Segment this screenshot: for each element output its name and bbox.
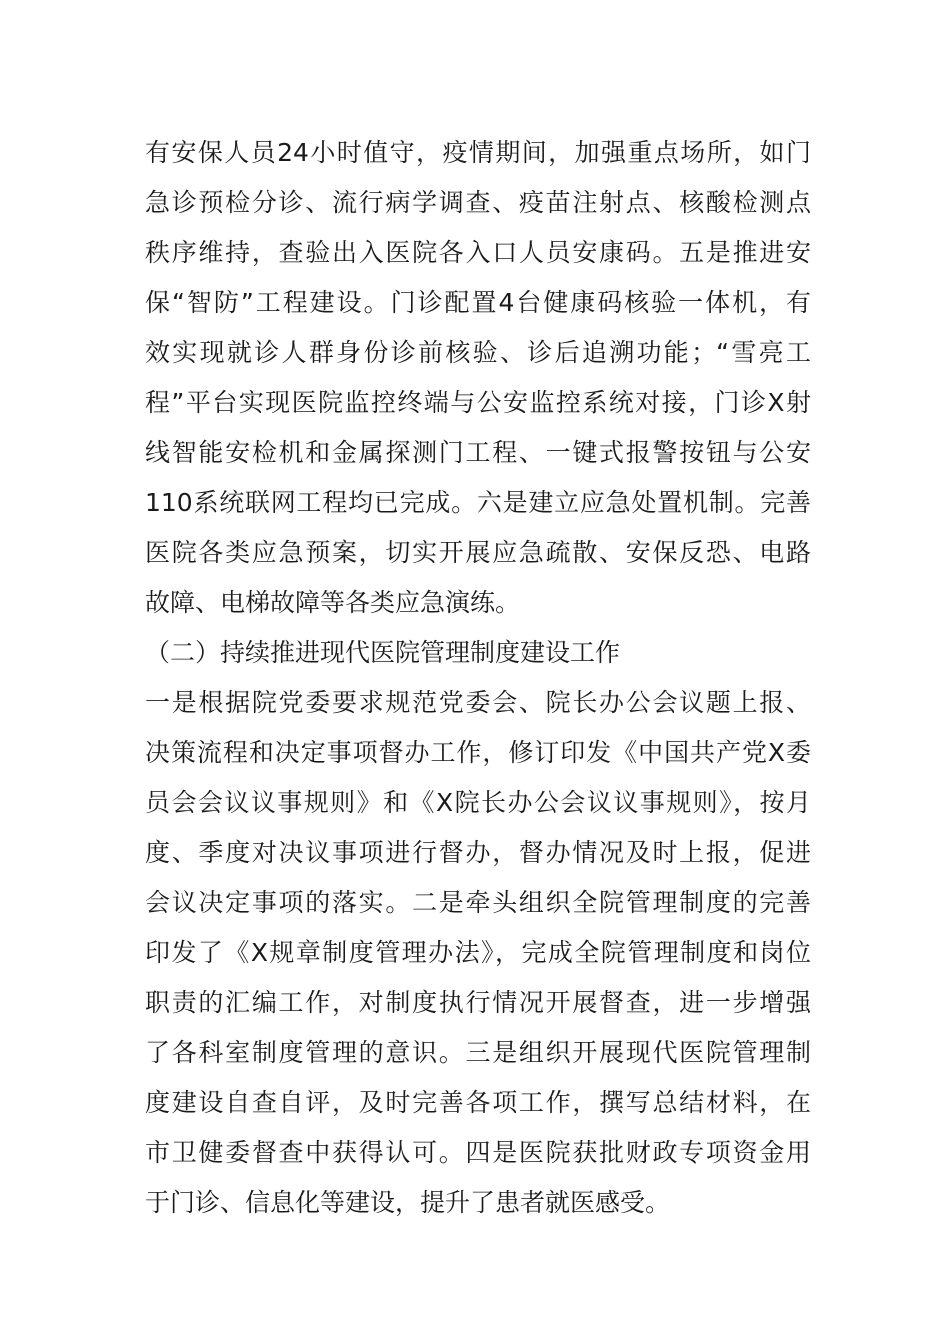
text-line: 医院各类应急预案，切实开展应急疏散、安保反恐、电路 xyxy=(145,538,811,567)
text-line: 保“智防”工程建设。门诊配置4台健康码核验一体机，有 xyxy=(145,288,811,317)
text-line: 市卫健委督查中获得认可。四是医院获批财政专项资金用 xyxy=(145,1138,811,1167)
section-heading: （二）持续推进现代医院管理制度建设工作 xyxy=(145,638,621,667)
text-line: 110系统联网工程均已完成。六是建立应急处置机制。完善 xyxy=(145,488,811,517)
text-line: 了各科室制度管理的意识。三是组织开展现代医院管理制 xyxy=(145,1038,811,1067)
text-line: 有安保人员24小时值守，疫情期间，加强重点场所，如门 xyxy=(145,138,811,167)
text-line: 员会会议议事规则》和《X院长办公会议议事规则》，按月 xyxy=(145,788,811,817)
text-line: 秩序维持，查验出入医院各入口人员安康码。五是推进安 xyxy=(145,238,811,267)
text-line: 急诊预检分诊、流行病学调查、疫苗注射点、核酸检测点 xyxy=(145,188,811,217)
text-line: 职责的汇编工作，对制度执行情况开展督查，进一步增强 xyxy=(145,988,811,1017)
text-line: 程”平台实现医院监控终端与公安监控系统对接，门诊X射 xyxy=(145,388,811,417)
document-body xyxy=(145,128,811,1228)
text-line: 度建设自查自评，及时完善各项工作，撰写总结材料，在 xyxy=(145,1088,811,1117)
text-line: 于门诊、信息化等建设，提升了患者就医感受。 xyxy=(145,1188,671,1217)
text-line: 会议决定事项的落实。二是牵头组织全院管理制度的完善 xyxy=(145,888,811,917)
text-line: 线智能安检机和金属探测门工程、一键式报警按钮与公安 xyxy=(145,438,811,467)
text-line: 度、季度对决议事项进行督办，督办情况及时上报，促进 xyxy=(145,838,811,867)
paragraph-security xyxy=(145,128,811,628)
paragraph-management xyxy=(145,678,811,1228)
text-line: 效实现就诊人群身份诊前核验、诊后追溯功能；“雪亮工 xyxy=(145,338,811,367)
text-line: 故障、电梯故障等各类应急演练。 xyxy=(145,588,521,617)
text-line: 一是根据院党委要求规范党委会、院长办公会议题上报、 xyxy=(145,688,811,717)
text-line: 印发了《X规章制度管理办法》，完成全院管理制度和岗位 xyxy=(145,938,811,967)
text-line: 决策流程和决定事项督办工作，修订印发《中国共产党X委 xyxy=(145,738,811,767)
